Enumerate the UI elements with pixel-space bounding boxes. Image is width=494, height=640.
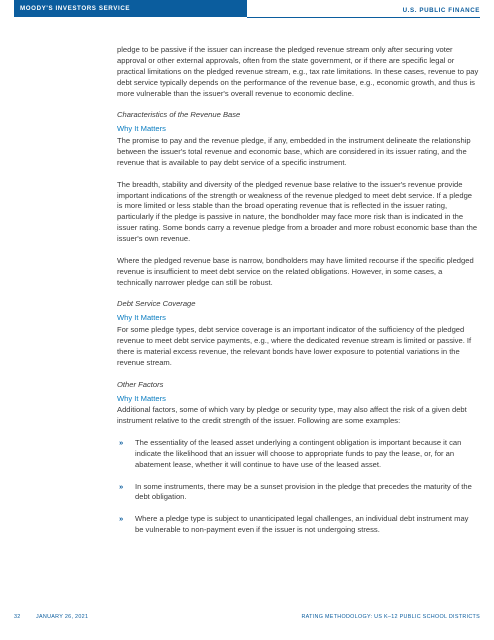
list-item-text: Where a pledge type is subject to unanticipated legal challenges, an individual debt instrument may be vulnerable to non-payment even if the issuer is not undergoing stress. <box>135 514 469 535</box>
why-it-matters-label: Why It Matters <box>117 313 166 323</box>
list-item-text: In some instruments, there may be a sunset provision in the pledge that precedes the maturity of the debt obligation. <box>135 481 472 502</box>
list-item <box>117 438 479 471</box>
page-body <box>117 45 479 547</box>
header-rule <box>247 17 480 18</box>
paragraph: For some pledge types, debt service coverage is an important indicator of the sufficiency of the pledged revenue to meet debt service payments, e.g., where the dedicated revenue stream is limited or passive. If there is material excess revenue, the relevant bonds have lower exposure to potential variations in the revenue stream. <box>117 325 472 367</box>
paragraph: The breadth, stability and diversity of the pledged revenue base relative to the issuer's revenue provide important indications of the strength or weakness of the revenue pledged to meet debt service. If a pledge is more limited or less stable than the broad operating revenue that is reflected in the issuer rating, particularly if the pledge is passive in nature, the bondholder may face more risk than is indicated in the issuer rating. Some bonds carry a revenue pledge from a broader and more robust economic base than the issuer's own revenue. <box>117 179 478 244</box>
document-title: RATING METHODOLOGY: US K–12 PUBLIC SCHOOL DISTRICTS <box>301 614 480 620</box>
list-item <box>117 482 479 504</box>
header-brand-bar <box>14 0 247 17</box>
section-heading: Other Factors <box>117 379 164 389</box>
why-it-matters-label: Why It Matters <box>117 124 166 134</box>
example-list <box>117 438 479 536</box>
why-it-matters-label: Why It Matters <box>117 393 166 403</box>
bullet-marker: » <box>119 438 124 448</box>
publication-date: JANUARY 26, 2021 <box>36 614 89 620</box>
header-brand-label: MOODY'S INVESTORS SERVICE <box>20 5 131 12</box>
paragraph: Additional factors, some of which vary by pledge or security type, may also affect the risk of a given debt instrument relative to the credit strength of the issuer. Following are some examples: <box>117 405 467 426</box>
paragraph: pledge to be passive if the issuer can increase the pledged revenue stream only after securing voter approval or other external approvals, often from the state government, or if there are specific legal or practical limitations on the pledged revenue stream, e.g., tax rate limitations. In these cases, revenue to pay debt service typically depends on the performance of the revenue base, e.g., economic growth, and thus is more vulnerable than the issuer's overall revenue to economic decline. <box>117 45 479 98</box>
page-number: 32 <box>14 614 21 620</box>
bullet-marker: » <box>119 481 124 491</box>
section-heading: Characteristics of the Revenue Base <box>117 110 241 120</box>
list-item <box>117 514 479 536</box>
list-item-text: The essentiality of the leased asset underlying a contingent obligation is important because it can indicate the likelihood that an issuer will choose to appropriate funds to pay the lease, or, for an abatement lease, whether it will continue to have use of the leased asset. <box>135 438 462 469</box>
paragraph: Where the pledged revenue base is narrow, bondholders may have limited recourse if the specific pledged revenue is insufficient to meet debt service on the related obligations. However, in some cases, a technically narrower pledge can still be robust. <box>117 255 474 287</box>
header-section-label: U.S. PUBLIC FINANCE <box>402 7 480 14</box>
paragraph: The promise to pay and the revenue pledge, if any, embedded in the instrument delineate the relationship between the issuer's total revenue and economic base, which are considered in its issuer rating, and the revenue that is available to pay debt service of a specific instrument. <box>117 136 471 167</box>
bullet-marker: » <box>119 514 124 524</box>
section-heading: Debt Service Coverage <box>117 299 196 309</box>
